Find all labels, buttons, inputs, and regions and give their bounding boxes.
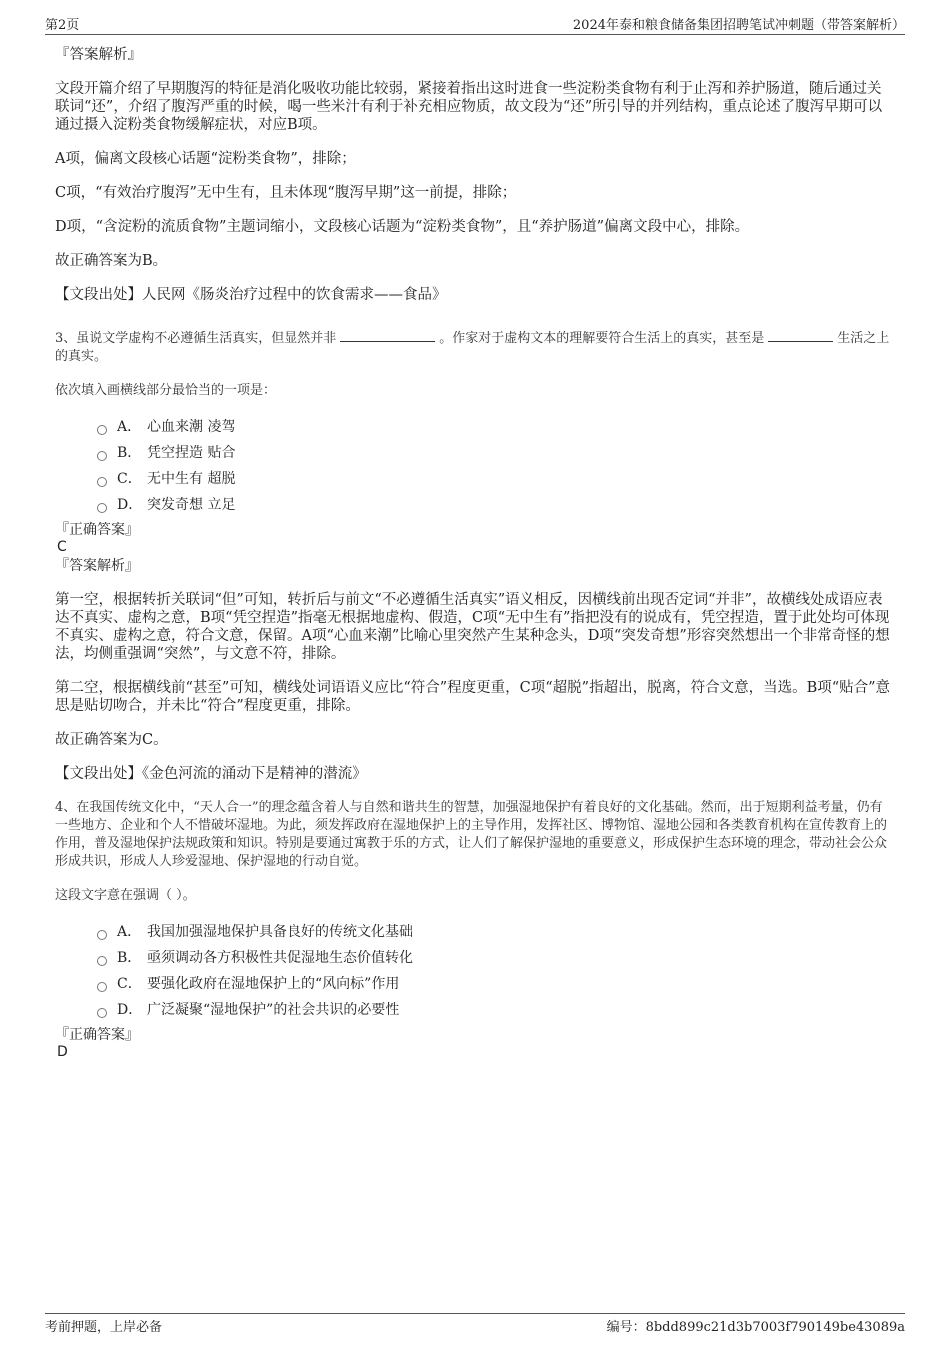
radio-icon[interactable] bbox=[97, 956, 107, 966]
option-text: 凭空捏造 贴合 bbox=[147, 445, 236, 461]
option-letter: B． bbox=[117, 950, 142, 966]
analysis-paragraph: D项，“含淀粉的流质食物”主题词缩小，文段核心话题为“淀粉类食物”，且“养护肠道”偏离文段中心，排除。 bbox=[55, 219, 750, 235]
analysis-paragraph: C项，“有效治疗腹泻”无中生有，且未体现“腹泻早期”这一前提，排除； bbox=[55, 185, 517, 201]
option-letter: B． bbox=[117, 445, 142, 461]
analysis-paragraph: 第二空，根据横线前“甚至”可知，横线处词语语义应比“符合”程度更重，C项“超脱”指超出，脱离，符合文意，当选。B项“贴合”意思是贴切吻合，并未比“符合”程度更重，排除。 bbox=[55, 680, 891, 714]
question-stem-part: 。作家对于虚构文本的理解要符合生活上的真实，甚至是 bbox=[439, 331, 765, 346]
question-stem-part: 生活之上的真实。 bbox=[55, 331, 890, 364]
option-a[interactable] bbox=[97, 414, 895, 440]
page-footer bbox=[45, 1313, 905, 1334]
option-letter: C． bbox=[117, 471, 142, 487]
radio-icon[interactable] bbox=[97, 930, 107, 940]
source-citation: 【文段出处】《金色河流的涌动下是精神的潜流》 bbox=[55, 766, 367, 782]
radio-icon[interactable] bbox=[97, 477, 107, 487]
question-stem-part: 3、虽说文学虚构不必遵循生活真实，但显然并非 bbox=[55, 331, 337, 346]
fill-blank bbox=[768, 330, 833, 342]
analysis-conclusion: 故正确答案为C。 bbox=[55, 732, 168, 748]
question-stem bbox=[55, 330, 895, 366]
option-letter: D． bbox=[117, 1002, 143, 1018]
option-letter: A． bbox=[117, 924, 142, 940]
option-letter: C． bbox=[117, 976, 142, 992]
option-text: 亟须调动各方积极性共促湿地生态价值转化 bbox=[147, 950, 413, 966]
option-text: 无中生有 超脱 bbox=[147, 471, 236, 487]
option-b[interactable] bbox=[97, 440, 895, 466]
document-title: 2024年泰和粮食储备集团招聘笔试冲刺题（带答案解析） bbox=[572, 18, 905, 33]
option-c[interactable] bbox=[97, 466, 895, 492]
option-d[interactable] bbox=[97, 997, 895, 1023]
page-content bbox=[55, 44, 895, 1061]
source-citation: 【文段出处】人民网《肠炎治疗过程中的饮食需求——食品》 bbox=[55, 287, 447, 303]
option-text: 要强化政府在湿地保护上的“风向标”作用 bbox=[147, 976, 400, 992]
question-prompt: 依次填入画横线部分最恰当的一项是： bbox=[55, 383, 277, 398]
option-list bbox=[55, 414, 895, 518]
analysis-paragraph: 第一空，根据转折关联词“但”可知，转折后与前文“不必遵循生活真实”语义相反，因横线前出现否定词“并非”，故横线处成语应表达不真实、虚构之意，B项“凭空捏造”指毫无根据地虚构、假造，C项“无中生有”指把没有的说成有，凭空捏造，置于此处均可体现不真实、虚构之意，符合文意，保留。A项“心血来潮”比喻心里突然产生某种念头，D项“突发奇想”形容突然想出一个非常奇怪的想法，均侧重强调“突然”，与文意不符，排除。 bbox=[55, 592, 890, 662]
radio-icon[interactable] bbox=[97, 1008, 107, 1018]
option-text: 突发奇想 立足 bbox=[147, 497, 236, 513]
radio-icon[interactable] bbox=[97, 425, 107, 435]
question-prompt: 这段文字意在强调（ ）。 bbox=[55, 888, 196, 903]
radio-icon[interactable] bbox=[97, 982, 107, 992]
radio-icon[interactable] bbox=[97, 503, 107, 513]
document-id: 编号：8bdd899c21d3b7003f790149be43089a bbox=[606, 1320, 905, 1335]
option-a[interactable] bbox=[97, 919, 895, 945]
fill-blank bbox=[340, 330, 435, 342]
page-number: 第2页 bbox=[45, 18, 80, 33]
page-header bbox=[45, 12, 905, 35]
footer-slogan: 考前押题，上岸必备 bbox=[45, 1320, 163, 1335]
correct-answer-tag: 『正确答案』 bbox=[55, 1027, 139, 1043]
analysis-tag: 『答案解析』 bbox=[55, 47, 142, 63]
option-c[interactable] bbox=[97, 971, 895, 997]
option-d[interactable] bbox=[97, 492, 895, 518]
option-letter: D． bbox=[117, 497, 143, 513]
option-text: 心血来潮 凌驾 bbox=[147, 419, 236, 435]
analysis-paragraph: A项，偏离文段核心话题“淀粉类食物”，排除； bbox=[55, 151, 356, 167]
option-text: 广泛凝聚“湿地保护”的社会共识的必要性 bbox=[147, 1002, 400, 1018]
analysis-tag: 『答案解析』 bbox=[55, 558, 139, 574]
option-letter: A． bbox=[117, 419, 142, 435]
correct-answer: D bbox=[57, 1044, 68, 1060]
radio-icon[interactable] bbox=[97, 451, 107, 461]
analysis-conclusion: 故正确答案为B。 bbox=[55, 253, 168, 269]
option-list bbox=[55, 919, 895, 1023]
question-stem: 4、在我国传统文化中，“天人合一”的理念蕴含着人与自然和谐共生的智慧，加强湿地保护有着良好的文化基础。然而，出于短期利益考量，仍有一些地方、企业和个人不惜破坏湿地。为此，须发挥政府在湿地保护上的主导作用，发挥社区、博物馆、湿地公园和各类教育机构在宣传教育上的作用，普及湿地保护法规政策和知识。特别是要通过寓教于乐的方式，让人们了解保护湿地的重要意义，形成保护生态环境的理念，带动社会公众形成共识，形成人人珍爱湿地、保护湿地的行动自觉。 bbox=[55, 800, 888, 869]
option-text: 我国加强湿地保护具备良好的传统文化基础 bbox=[147, 924, 413, 940]
correct-answer: C bbox=[57, 539, 67, 555]
option-b[interactable] bbox=[97, 945, 895, 971]
analysis-paragraph: 文段开篇介绍了早期腹泻的特征是消化吸收功能比较弱，紧接着指出这时进食一些淀粉类食物有利于止泻和养护肠道，随后通过关联词“还”，介绍了腹泻严重的时候，喝一些米汁有利于补充相应物质，故文段为“还”所引导的并列结构，重点论述了腹泻早期可以通过摄入淀粉类食物缓解症状，对应B项。 bbox=[55, 81, 883, 133]
correct-answer-tag: 『正确答案』 bbox=[55, 522, 139, 538]
